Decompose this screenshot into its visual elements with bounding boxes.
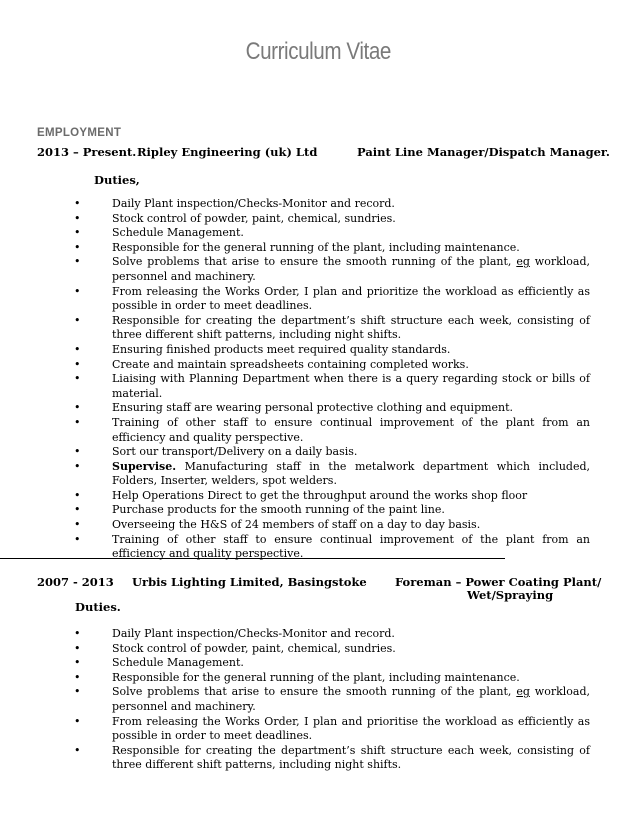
job-2-duties-label: Duties. [75,600,121,614]
duty-text: Help Operations Direct to get the throughput around the works shop floor [112,488,528,502]
duty-item [72,715,590,744]
duty-item [72,503,590,518]
bullet-icon: • [74,197,81,210]
duty-item [72,401,590,416]
section-divider [0,558,505,559]
bullet-icon: • [74,313,81,327]
bullet-icon: • [74,532,81,546]
duty-text: From releasing the Works Order, I plan and prioritize the workload as efficiently as possible in order to meet deadlines. [112,284,590,313]
job-2-duties-list [72,627,590,773]
job-1-position: Paint Line Manager/Dispatch Manager. [357,145,610,159]
duty-text: Responsible for the general running of the plant, including maintenance. [112,670,520,684]
bullet-icon: • [74,445,81,459]
job-2-period: 2007 - 2013 [37,575,114,589]
duty-text: Training of other staff to ensure continual improvement of the plant from an efficiency and quality perspective. [112,415,590,444]
duty-text: Responsible for the general running of the plant, including maintenance. [112,240,520,254]
duty-text-bold: Supervise. [112,459,177,473]
duty-text: Manufacturing staff in the metalwork department which included, Folders, Inserter, welders, spot welders. [112,459,590,488]
duty-item [72,744,590,773]
duty-text: Responsible for creating the department’s shift structure each week, consisting of three different shift patterns, including night shifts. [112,743,590,772]
bullet-icon: • [74,372,81,386]
bullet-icon: • [74,459,81,473]
duty-text: Overseeing the H&S of 24 members of staff on a day to day basis. [112,518,481,532]
duty-text: Ensuring staff are wearing personal protective clothing and equipment. [112,401,514,415]
duty-item [72,685,590,714]
duty-text: Solve problems that arise to ensure the smooth running of the plant, [112,255,517,269]
duty-item [72,255,590,284]
job-1-duties-label: Duties, [94,173,140,187]
duty-item [72,241,590,256]
duty-text: Purchase products for the smooth running of the paint line. [112,503,445,517]
duty-item [72,656,590,671]
duty-item [72,489,590,504]
duty-item [72,314,590,343]
document-title: Curriculum Vitae [245,38,391,65]
duty-text: Daily Plant inspection/Checks-Monitor and record. [112,627,395,640]
duty-item [72,671,590,686]
bullet-icon: • [74,401,81,415]
job-2-company: Urbis Lighting Limited, Basingstoke [132,575,367,589]
duty-item [72,627,590,642]
duty-text: workload, personnel and machinery. [112,255,590,283]
bullet-icon: • [74,240,81,254]
duty-text: Ensuring finished products meet required quality standards. [112,342,451,356]
duty-item [72,343,590,358]
bullet-icon: • [74,518,81,532]
duty-item [72,416,590,445]
bullet-icon: • [74,503,81,517]
duty-text: workload, personnel and machinery. [112,685,590,713]
job-1-company: Ripley Engineering (uk) Ltd [137,145,318,159]
duty-item [72,460,590,489]
duty-text: Schedule Management. [112,226,244,240]
bullet-icon: • [74,211,81,225]
bullet-icon: • [74,284,81,298]
duty-text: Schedule Management. [112,656,244,670]
job-2-position-line2: Wet/Spraying [467,588,554,602]
duty-text: Solve problems that arise to ensure the smooth running of the plant, [112,685,517,699]
duty-item [72,226,590,241]
duty-text-underlined: eg [516,255,530,269]
bullet-icon: • [74,714,81,728]
bullet-icon: • [74,357,81,371]
duty-item [72,518,590,533]
bullet-icon: • [74,656,81,670]
duty-text-underlined: eg [516,685,530,699]
duty-text: Daily Plant inspection/Checks-Monitor and record. [112,197,395,210]
duty-item [72,285,590,314]
duty-item [72,197,590,212]
bullet-icon: • [74,670,81,684]
job-1-period: 2013 – Present. [37,145,137,159]
duty-text: From releasing the Works Order, I plan and prioritise the workload as efficiently as possible in order to meet deadlines. [112,714,590,743]
bullet-icon: • [74,743,81,757]
bullet-icon: • [74,226,81,240]
duty-item [72,445,590,460]
duty-text: Stock control of powder, paint, chemical, sundries. [112,211,396,225]
duty-text: Responsible for creating the department’s shift structure each week, consisting of three different shift patterns, including night shifts. [112,313,590,342]
bullet-icon: • [74,415,81,429]
duty-text: Liaising with Planning Department when there is a query regarding stock or bills of material. [112,372,590,400]
bullet-icon: • [74,342,81,356]
duty-text: Training of other staff to ensure continual improvement of the plant from an efficiency and quality perspective. [112,532,590,561]
section-heading-employment: EMPLOYMENT [37,127,122,139]
duty-text: Sort our transport/Delivery on a daily basis. [112,445,358,459]
duty-item [72,358,590,373]
duty-text: Create and maintain spreadsheets containing completed works. [112,357,469,371]
job-1-duties-list [72,197,590,562]
duty-text: Stock control of powder, paint, chemical, sundries. [112,641,396,655]
bullet-icon: • [74,255,81,269]
bullet-icon: • [74,641,81,655]
bullet-icon: • [74,685,81,699]
bullet-icon: • [74,627,81,640]
duty-item [72,372,590,401]
duty-item [72,212,590,227]
duty-item [72,642,590,657]
job-2-position: Foreman – Power Coating Plant/ [395,575,602,589]
bullet-icon: • [74,488,81,502]
